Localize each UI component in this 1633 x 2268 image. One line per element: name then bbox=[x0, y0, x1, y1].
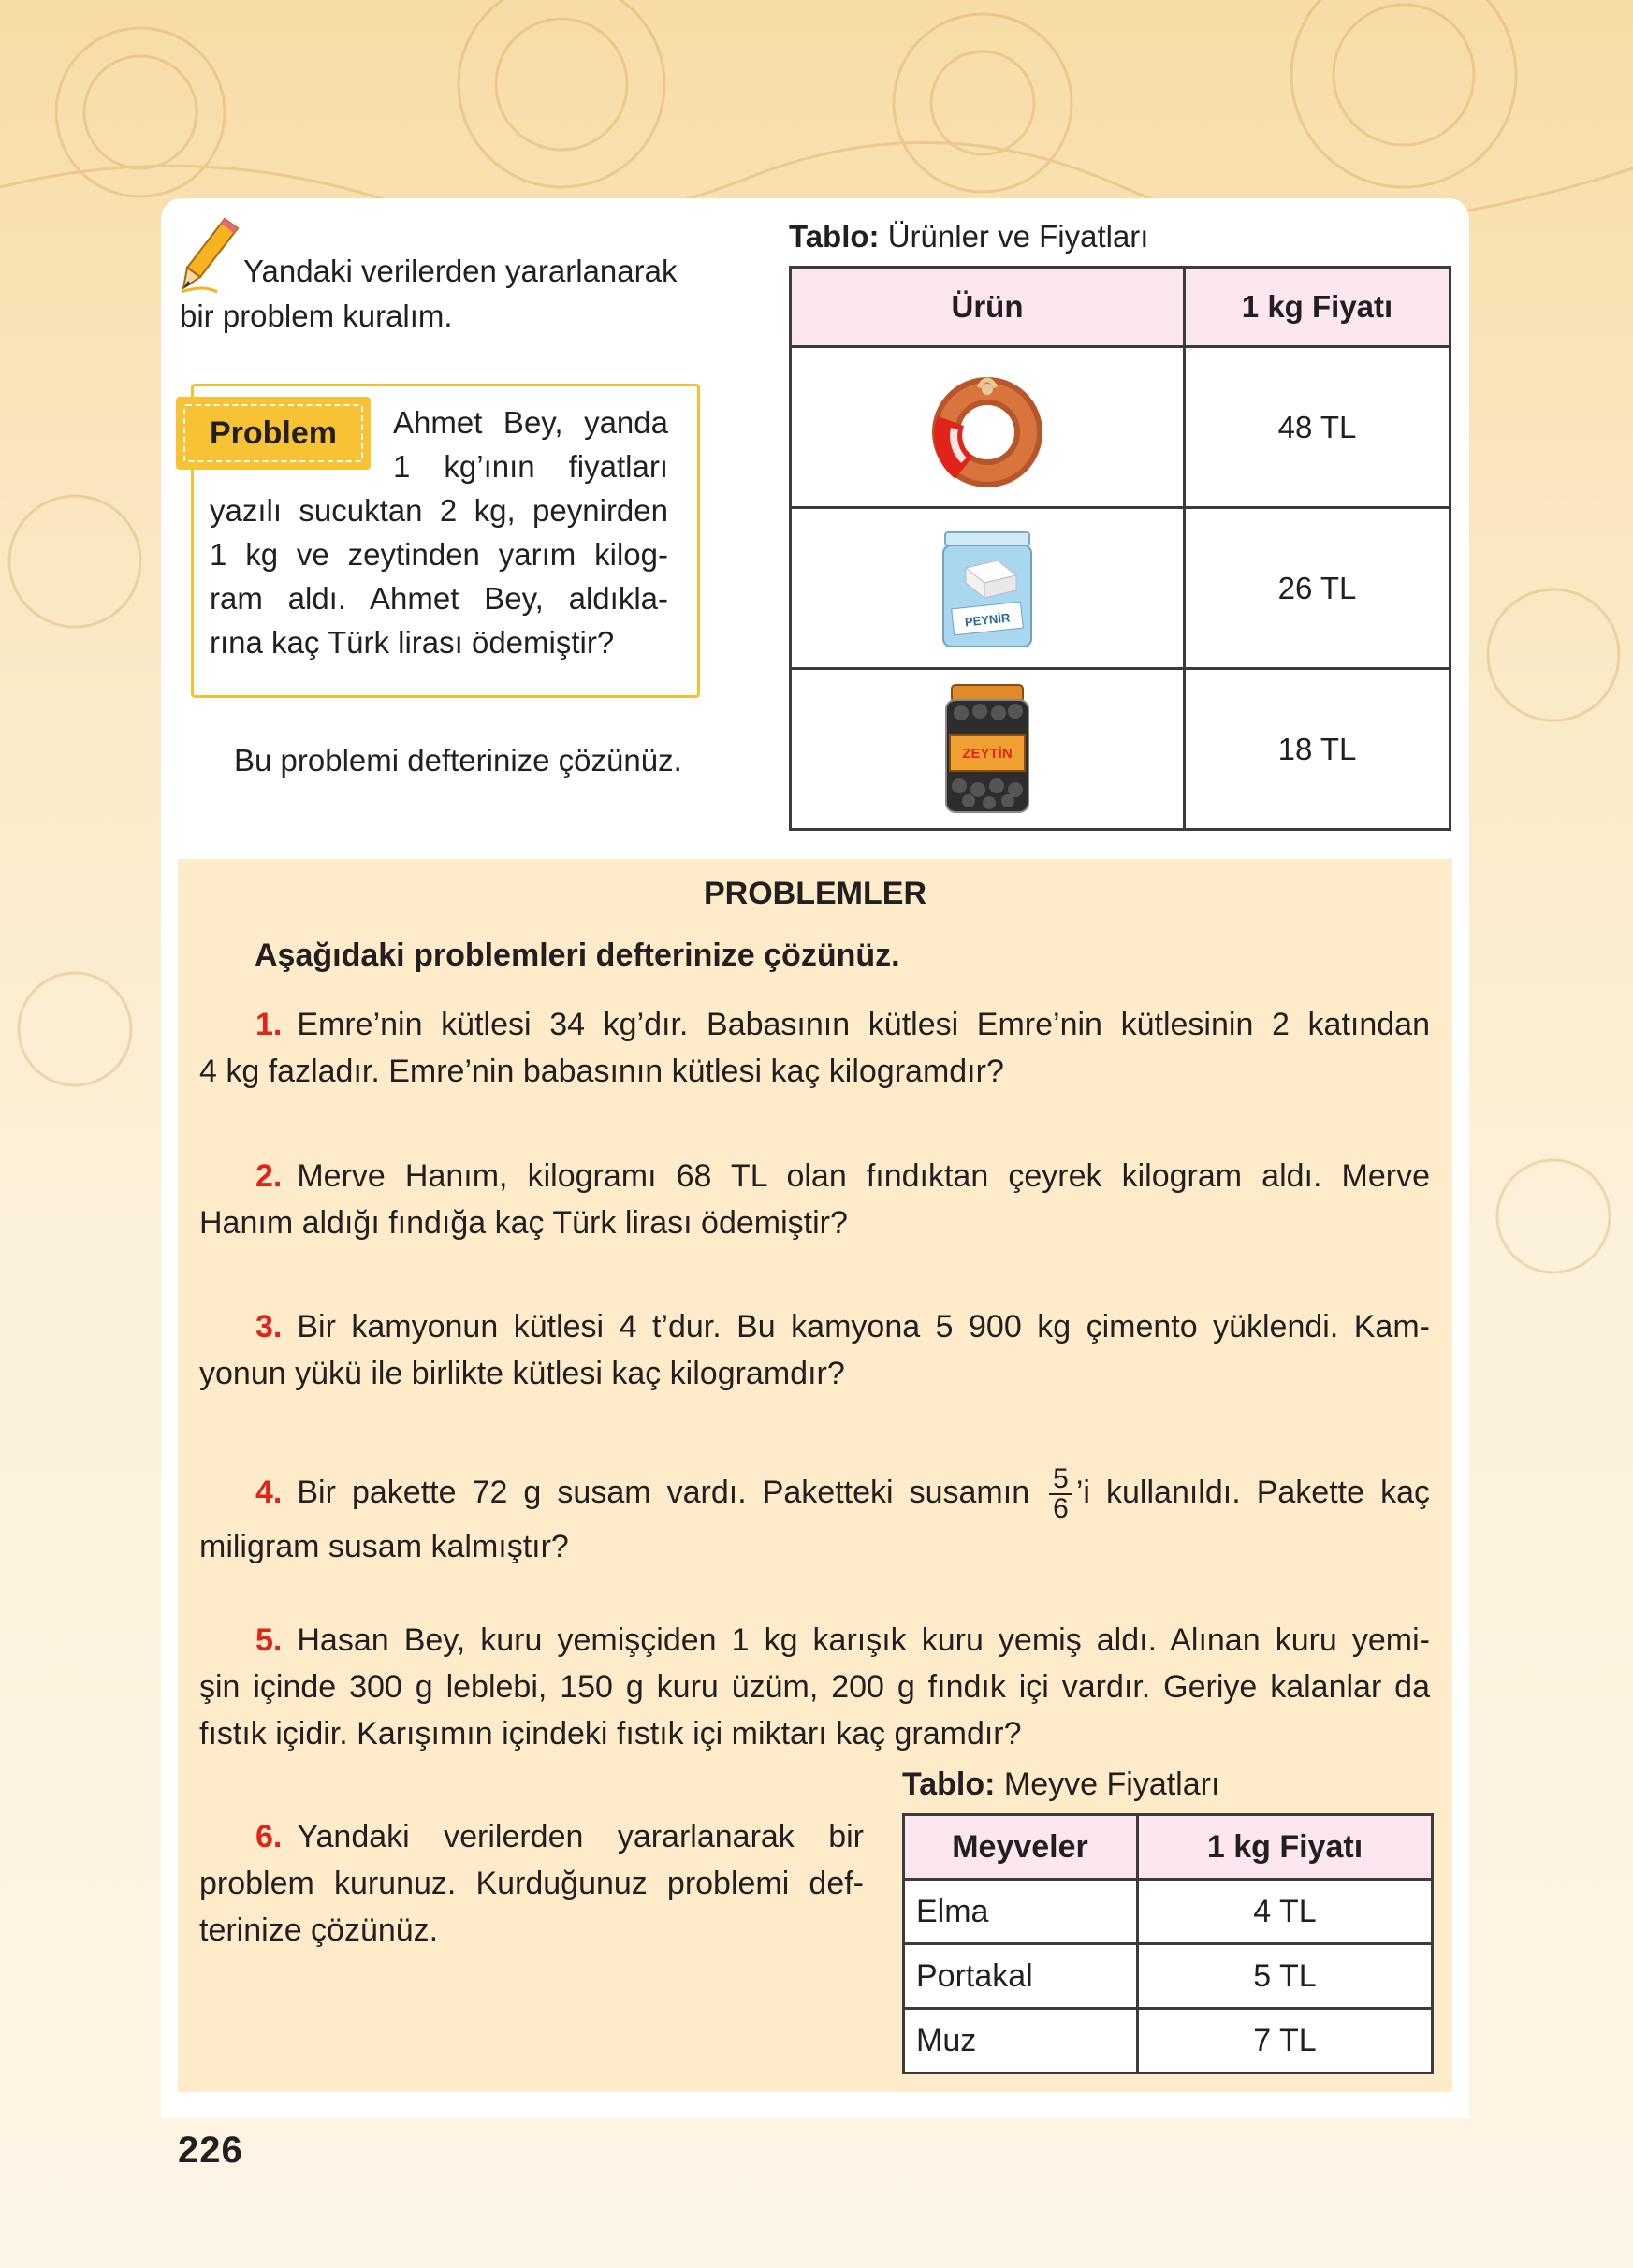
problem-line: Yandaki verilerden yararlanarak bir bbox=[297, 1819, 864, 1854]
table-row bbox=[791, 347, 1451, 508]
peynir-icon bbox=[926, 523, 1048, 654]
fraction bbox=[1049, 1465, 1072, 1523]
peynir-label: PEYNİR bbox=[964, 610, 1012, 629]
problem-line: problem kurunuz. Kurduğunuz problemi def- bbox=[199, 1866, 864, 1901]
table2-caption-bold: Tablo: bbox=[902, 1766, 996, 1802]
problem-line: 1 kg’ının fiyatları bbox=[393, 449, 668, 484]
problem-line: şin içinde 300 g leblebi, 150 g kuru üzüm, 200 g fındık içi vardır. Geriye kalanlar da bbox=[199, 1669, 1430, 1705]
problem-line: rına kaç Türk lirası ödemiştir? bbox=[210, 625, 615, 660]
table-header-price: 1 kg Fiyatı bbox=[1138, 1815, 1433, 1880]
table2-caption bbox=[902, 1766, 1219, 1803]
fruit-price-cell: 7 TL bbox=[1138, 2009, 1433, 2073]
problem-item-3 bbox=[199, 1303, 1430, 1397]
problem-line: terinize çözünüz. bbox=[199, 1912, 439, 1948]
intro-text bbox=[180, 249, 741, 339]
intro-line-2: bir problem kuralım. bbox=[180, 298, 453, 333]
fruit-name-cell: Portakal bbox=[904, 1944, 1138, 2009]
problem-line: Emre’nin kütlesi 34 kg’dır. Babasının kütlesi Emre’nin kütlesinin 2 katından bbox=[297, 1007, 1430, 1042]
problem-line: 4 kg fazladır. Emre’nin babasının kütlesi kaç kilogramdır? bbox=[199, 1054, 1004, 1089]
price-cell: 26 TL bbox=[1185, 508, 1451, 669]
fruit-name-cell: Elma bbox=[904, 1880, 1138, 1944]
problem-line: 1 kg ve zeytinden yarım kilog- bbox=[210, 537, 668, 572]
problem-number: 3. bbox=[255, 1309, 283, 1345]
problem-line: Hanım aldığı fındığa kaç Türk lirası ödemiştir? bbox=[199, 1205, 848, 1241]
problem-item-2 bbox=[199, 1153, 1430, 1246]
price-cell: 48 TL bbox=[1185, 347, 1451, 508]
problem-line: ram aldı. Ahmet Bey, aldıkla- bbox=[210, 581, 668, 616]
problem-line: Bir kamyonun kütlesi 4 t’dur. Bu kamyona 5 900 kg çimento yüklendi. Kam- bbox=[297, 1309, 1430, 1345]
problem-text bbox=[210, 400, 668, 664]
problem-tag-label: Problem bbox=[183, 404, 363, 462]
problems-subtitle: Aşağıdaki problemleri defterinize çözünüz. bbox=[255, 938, 900, 973]
problem-item-6 bbox=[199, 1813, 864, 1954]
problem-item-5 bbox=[199, 1617, 1430, 1757]
table-row bbox=[904, 2009, 1433, 2073]
table-row bbox=[904, 1944, 1433, 2009]
solve-note: Bu problemi defterinize çözünüz. bbox=[234, 743, 682, 778]
fraction-denominator: 6 bbox=[1053, 1493, 1069, 1524]
problem-number: 1. bbox=[255, 1007, 283, 1042]
problem-line: Bir pakette 72 g susam vardı. Paketteki susamın bbox=[297, 1474, 1030, 1510]
table-row bbox=[791, 669, 1451, 830]
problem-number: 2. bbox=[255, 1158, 283, 1194]
problem-line: yazılı sucuktan 2 kg, peynirden bbox=[210, 493, 668, 528]
table1-caption bbox=[789, 219, 1148, 254]
problem-line: miligram susam kalmıştır? bbox=[199, 1529, 569, 1564]
problem-number: 5. bbox=[255, 1622, 283, 1658]
table-header-price: 1 kg Fiyatı bbox=[1185, 268, 1451, 347]
product-cell bbox=[791, 347, 1185, 508]
table-header-row bbox=[904, 1815, 1433, 1880]
problem-line: ’i kullanıldı. Pakette kaç bbox=[1075, 1474, 1430, 1510]
fruit-price-cell: 4 TL bbox=[1138, 1880, 1433, 1944]
problems-title: PROBLEMLER bbox=[704, 876, 926, 911]
fruit-prices-table bbox=[902, 1813, 1434, 2074]
table-row bbox=[904, 1880, 1433, 1944]
table-header-product: Ürün bbox=[791, 268, 1185, 347]
problem-line: Hasan Bey, kuru yemişçiden 1 kg karışık kuru yemiş aldı. Alınan kuru yemi- bbox=[297, 1622, 1430, 1658]
intro-line-1: Yandaki verilerden yararlanarak bbox=[243, 254, 678, 288]
product-cell bbox=[791, 669, 1185, 830]
problem-line: fıstık içidir. Karışımın içindeki fıstık içi miktarı kaç gramdır? bbox=[199, 1716, 1022, 1752]
table-header-fruit: Meyveler bbox=[904, 1815, 1138, 1880]
problem-number: 6. bbox=[255, 1819, 283, 1854]
table1-caption-rest: Ürünler ve Fiyatları bbox=[879, 219, 1149, 254]
problem-number: 4. bbox=[255, 1474, 283, 1510]
product-cell bbox=[791, 508, 1185, 669]
zeytin-icon bbox=[931, 681, 1043, 817]
zeytin-label: ZEYTİN bbox=[962, 746, 1013, 762]
problem-line: yonun yükü ile birlikte kütlesi kaç kilogramdır? bbox=[199, 1356, 845, 1391]
table2-caption-rest: Meyve Fiyatları bbox=[995, 1766, 1220, 1802]
sucuk-icon bbox=[926, 367, 1048, 488]
price-cell: 18 TL bbox=[1185, 669, 1451, 830]
table-row bbox=[791, 508, 1451, 669]
fraction-numerator: 5 bbox=[1049, 1465, 1072, 1495]
problem-item-1 bbox=[199, 1001, 1430, 1095]
page-number: 226 bbox=[178, 2130, 243, 2171]
products-table bbox=[789, 266, 1451, 831]
fruit-price-cell: 5 TL bbox=[1138, 1944, 1433, 2009]
problem-line: Ahmet Bey, yanda bbox=[393, 405, 668, 440]
fruit-name-cell: Muz bbox=[904, 2009, 1138, 2073]
problem-item-4 bbox=[199, 1465, 1430, 1570]
problem-line: Merve Hanım, kilogramı 68 TL olan fındıktan çeyrek kilogram aldı. Merve bbox=[297, 1158, 1430, 1194]
table1-caption-bold: Tablo: bbox=[789, 219, 880, 254]
table-header-row bbox=[791, 268, 1451, 347]
